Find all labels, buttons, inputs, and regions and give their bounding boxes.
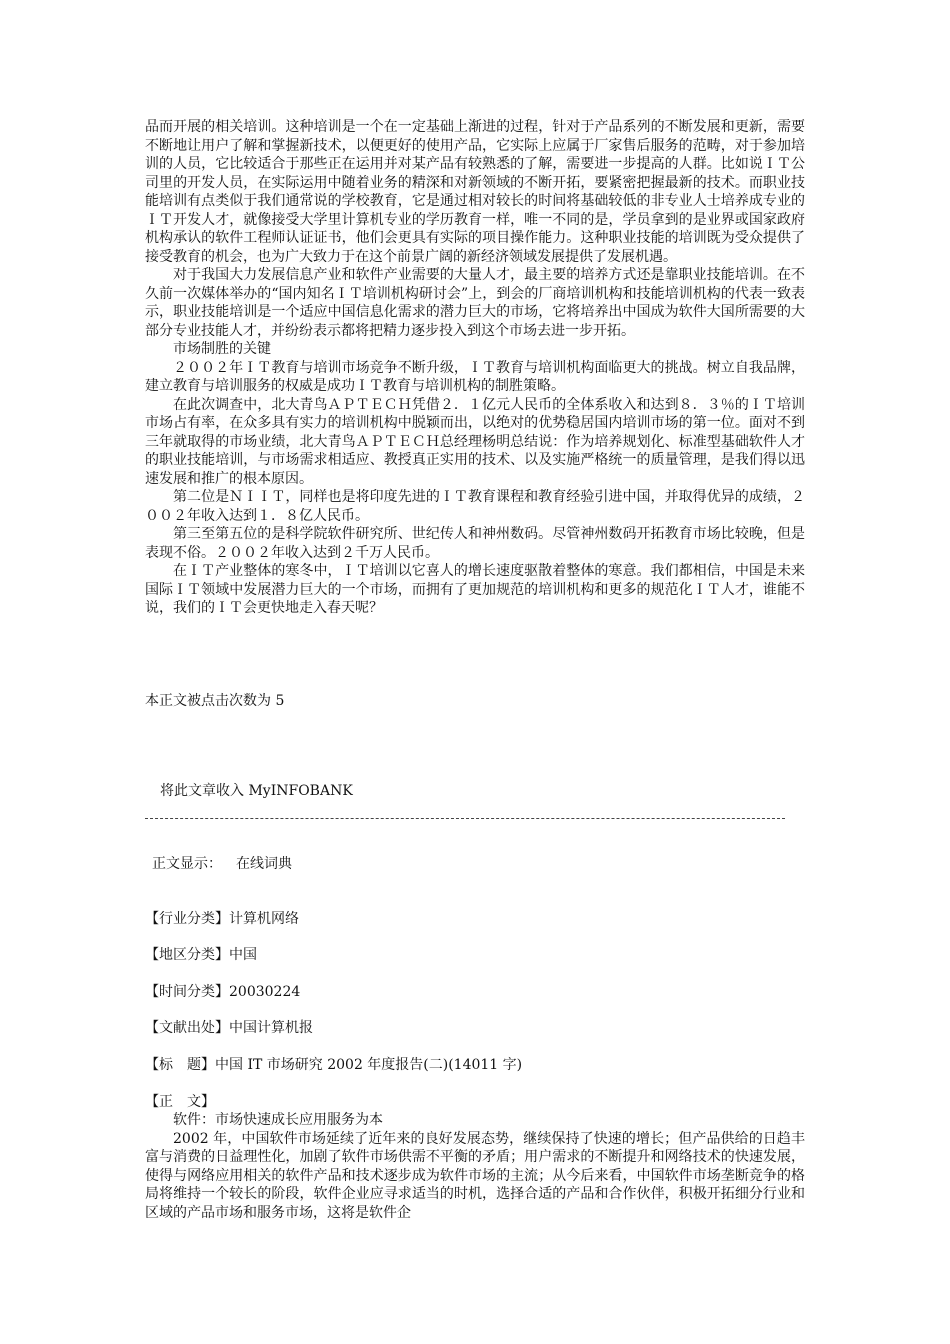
article-body-top: [145, 118, 805, 618]
meta-source: 【文献出处】中国计算机报: [145, 1020, 313, 1036]
dashed-divider: [145, 818, 785, 819]
paragraph: 对于我国大力发展信息产业和软件产业需要的大量人才，最主要的培养方式还是靠职业技能培训。在不久前一次媒体举办的“国内知名ＩＴ培训机构研讨会”上，到会的厂商培训机构和技能培训机构的代表一致表示，职业技能培训是一个适应中国信息化需求的潜力巨大的市场，它将培养出中国成为软件大国所需要的大部分专业技能人才，并纷纷表示都将把精力逐步投入到这个市场去进一步开拓。: [145, 267, 805, 339]
paragraph: 2002 年，中国软件市场延续了近年来的良好发展态势，继续保持了快速的增长；但产品供给的日趋丰富与消费的日益理性化，加剧了软件市场供需不平衡的矛盾；用户需求的不断提升和网络技术的快速发展，使得与网络应用相关的软件产品和技术逐步成为软件市场的主流；从今后来看，中国软件市场垄断竞争的格局将维持一个较长的阶段，软件企业应寻求适当的时机，选择合适的产品和合作伙伴，积极开拓细分行业和区域的产品市场和服务市场，这将是软件企: [145, 1130, 805, 1221]
paragraph: 第三至第五位的是科学院软件研究所、世纪传人和神州数码。尽管神州数码开拓教育市场比较晚，但是表现不俗。２００２年收入达到２千万人民币。: [145, 526, 805, 561]
paragraph: 第二位是ＮＩＩＴ，同样也是将印度先进的ＩＴ教育课程和教育经验引进中国，并取得优异的成绩，２００２年收入达到１．８亿人民币。: [145, 489, 805, 524]
online-dictionary-link[interactable]: 在线词典: [236, 856, 292, 872]
section-heading: 市场制胜的关键: [173, 341, 271, 357]
click-count: 本正文被点击次数为 5: [145, 693, 285, 709]
article-body-bottom: [145, 1111, 805, 1222]
paragraph: 品而开展的相关培训。这种培训是一个在一定基础上渐进的过程，针对于产品系列的不断发展和更新，需要不断地让用户了解和掌握新技术，以便更好的使用产品，它实际上应属于厂家售后服务的范畴，对于参加培训的人员，它比较适合于那些正在运用并对某产品有较熟悉的了解，需要进一步提高的人群。比如说ＩＴ公司里的开发人员，在实际运用中随着业务的精深和对新领域的不断开拓，要紧密把握最新的技术。而职业技能培训有点类似于我们通常说的学校教育，它是通过相对较长的时间将基础较低的非专业人士培养成专业的ＩＴ开发人才，就像接受大学里计算机专业的学历教育一样，唯一不同的是，学员拿到的是业界或国家政府机构承认的软件工程师认证证书，他们会更具有实际的项目操作能力。这种职业技能的培训既为受众提供了接受教育的机会，也为广大致力于在这个前景广阔的新经济领域发展提供了发展机遇。: [145, 119, 805, 265]
meta-time: 【时间分类】20030224: [145, 984, 301, 1000]
section-heading: 软件：市场快速成长应用服务为本: [173, 1112, 383, 1128]
display-options: [152, 855, 292, 873]
paragraph: 在ＩＴ产业整体的寒冬中，ＩＴ培训以它喜人的增长速度驱散着整体的寒意。我们都相信，中国是未来国际ＩＴ领域中发展潜力巨大的一个市场，而拥有了更加规范的培训机构和更多的规范化ＩＴ人才，谁能不说，我们的ＩＴ会更快地走入春天呢？: [145, 563, 805, 616]
meta-title: 【标 题】中国 IT 市场研究 2002 年度报告(二)(14011 字): [145, 1057, 523, 1073]
paragraph: 在此次调查中，北大青鸟ＡＰＴＥＣＨ凭借２．１亿元人民币的全体系收入和达到８．３％的ＩＴ培训市场占有率，在众多具有实力的培训机构中脱颖而出，以绝对的优势稳居国内培训市场的第一位。面对不到三年就取得的市场业绩，北大青鸟ＡＰＴＥＣＨ总经理杨明总结说：作为培养规划化、标准型基础软件人才的职业技能培训，与市场需求相适应、教授真正实用的技术、以及实施严格统一的质量管理，是我们得以迅速发展和推广的根本原因。: [145, 396, 805, 487]
paragraph: ２００２年ＩＴ教育与培训市场竞争不断升级，ＩＴ教育与培训机构面临更大的挑战。树立自我品牌，建立教育与培训服务的权威是成功ＩＴ教育与培训机构的制胜策略。: [145, 359, 805, 394]
meta-region: 【地区分类】中国: [145, 947, 257, 963]
add-to-myinfobank-link[interactable]: 将此文章收入 MyINFOBANK: [160, 783, 353, 799]
meta-body-label: 【正 文】: [145, 1094, 215, 1110]
meta-industry: 【行业分类】计算机网络: [145, 911, 299, 927]
display-label: 正文显示：: [152, 856, 222, 872]
